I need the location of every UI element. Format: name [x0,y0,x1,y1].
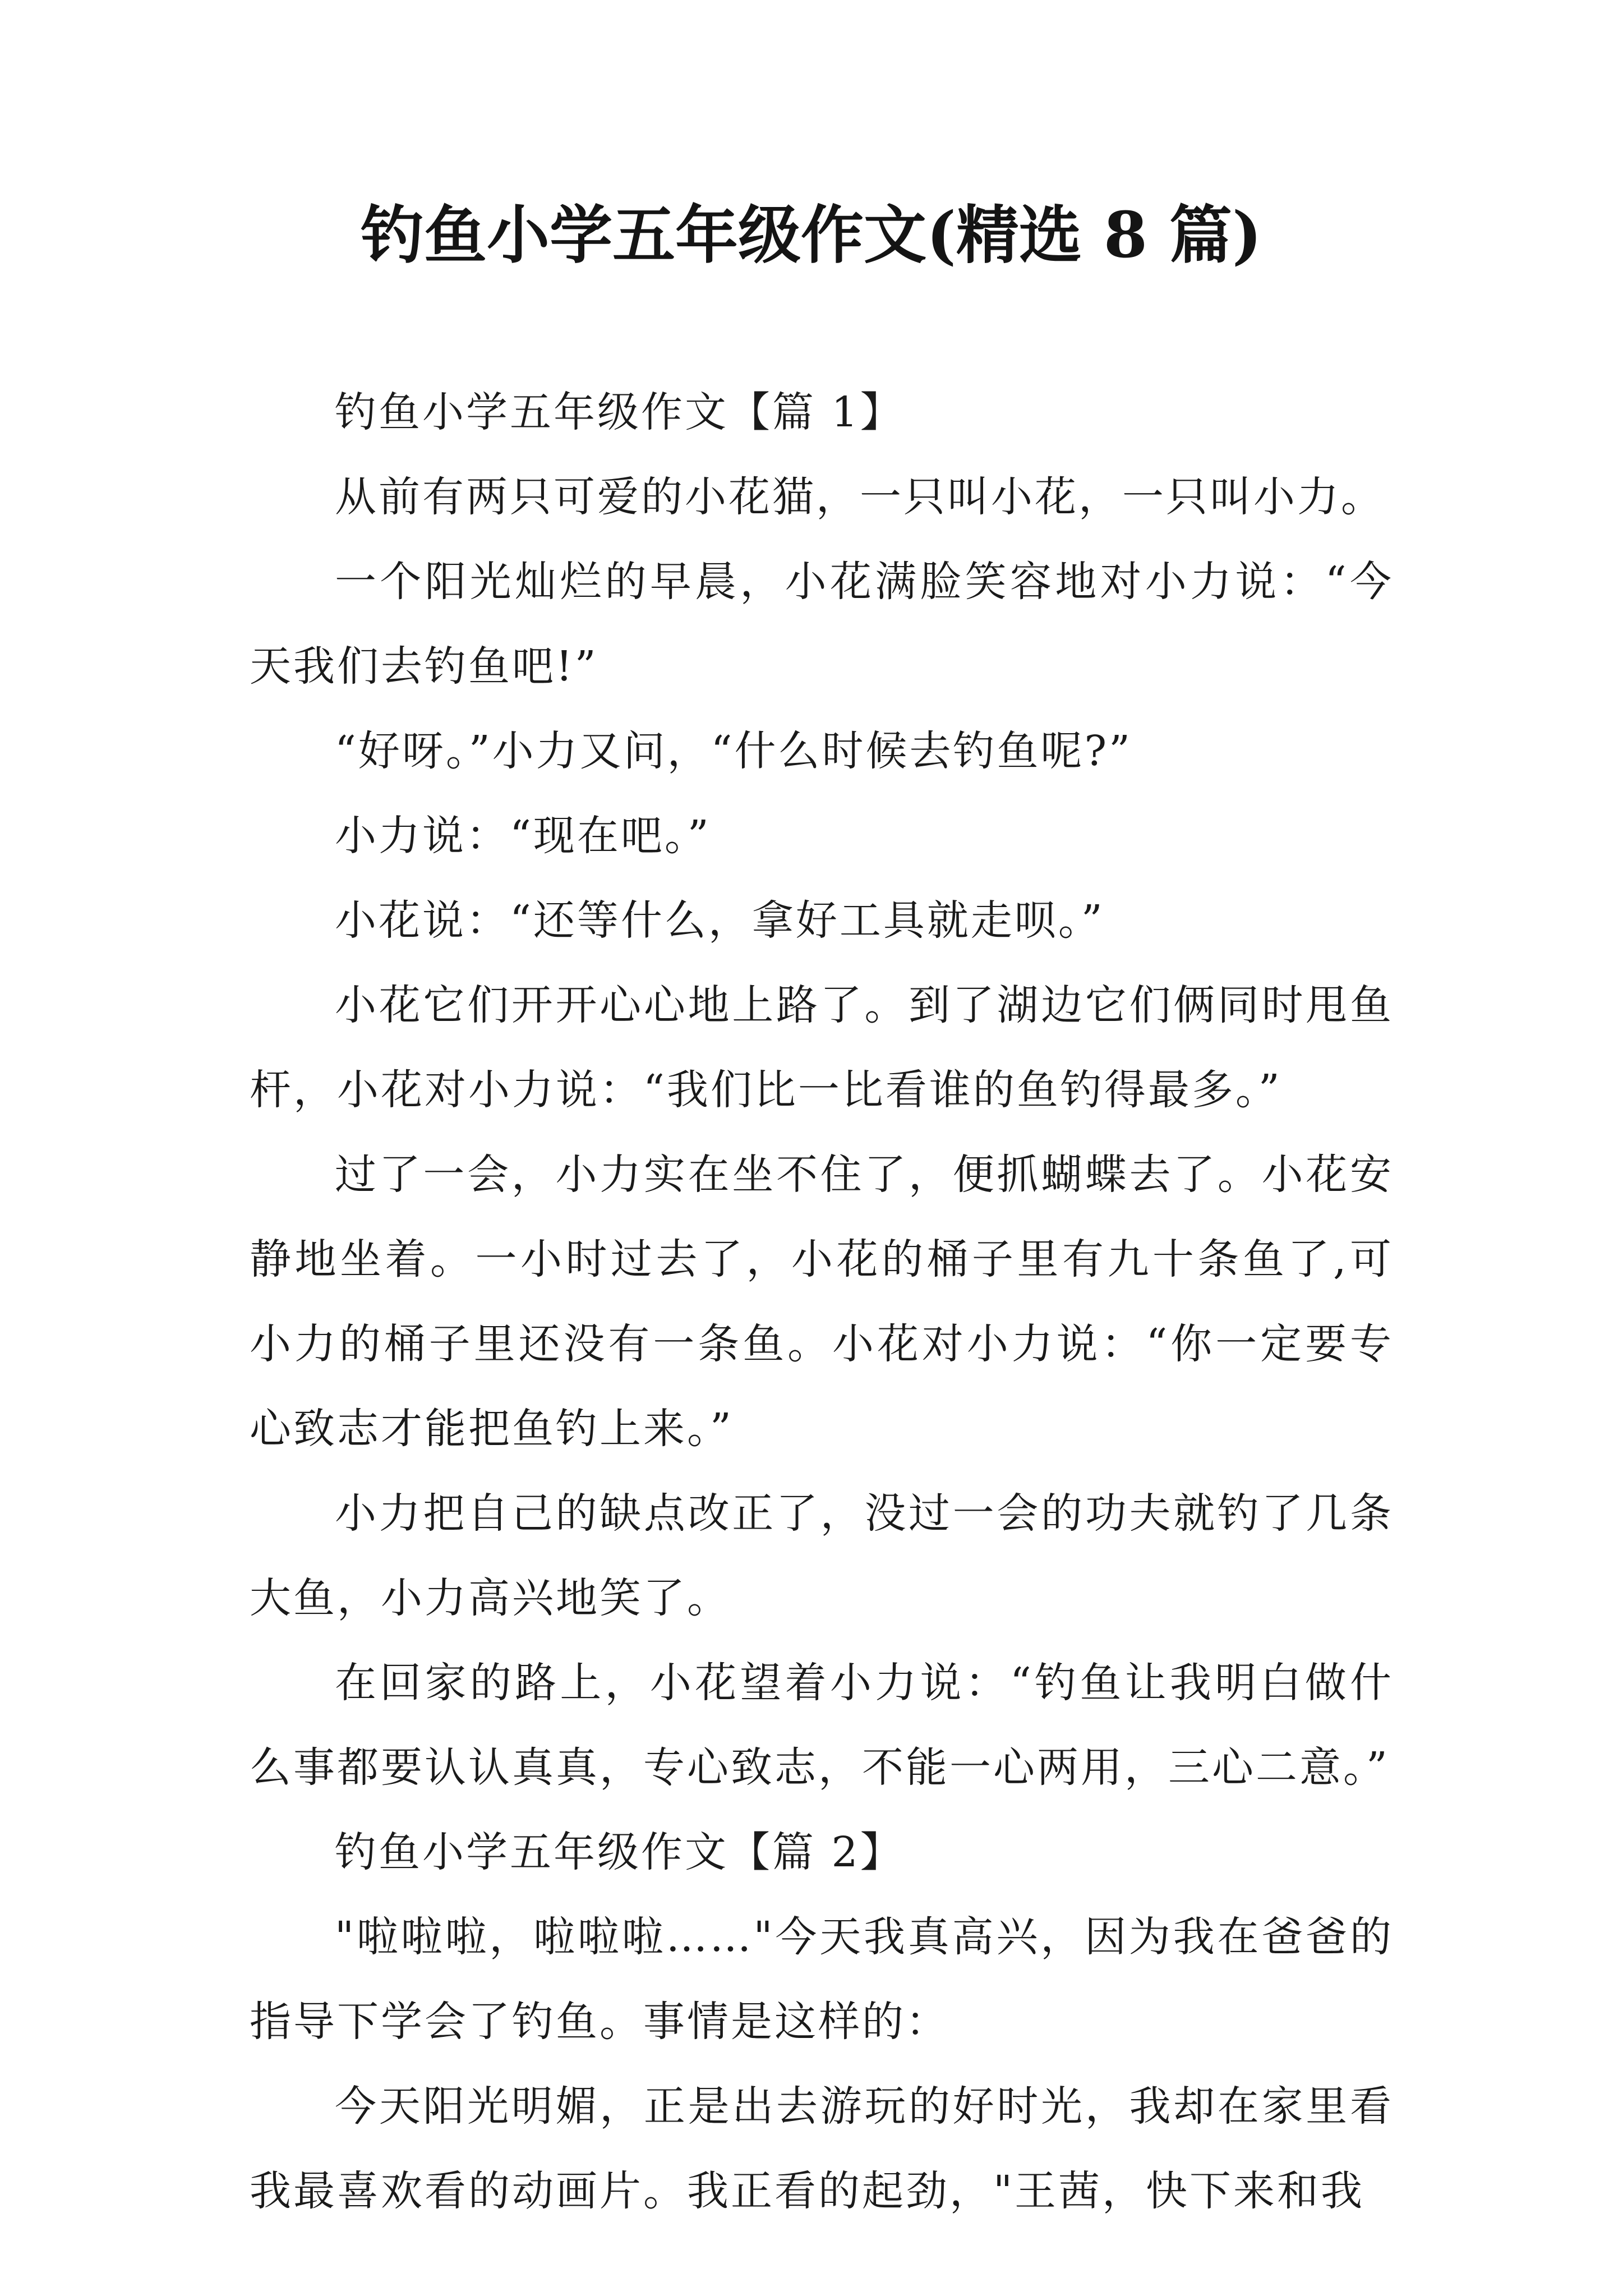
paragraph: 过了一会，小力实在坐不住了，便抓蝴蝶去了。小花安静地坐着。一小时过去了，小花的桶子里有九十条鱼了,可小力的桶子里还没有一条鱼。小花对小力说：“你一定要专心致志才能把鱼钓上来。” [250,1151,1394,1453]
document-body [250,370,1394,2234]
paragraph: 小力把自己的缺点改正了，没过一会的功夫就钓了几条大鱼，小力高兴地笑了。 [250,1489,1394,1622]
document-title: 钓鱼小学五年级作文(精选 8 篇) [361,199,1262,272]
paragraph: 小力说：“现在吧。” [335,812,711,860]
paragraph: 在回家的路上，小花望着小力说：“钓鱼让我明白做什么事都要认认真真，专心致志，不能一心两用，三心二意。” [250,1659,1394,1792]
paragraph: 今天阳光明媚，正是出去游玩的好时光，我却在家里看我最喜欢看的动画片。我正看的起劲，"王茜，快下来和我 [250,2082,1394,2215]
paragraph: “好呀。”小力又问，“什么时候去钓鱼呢?” [335,727,1132,775]
section-heading: 钓鱼小学五年级作文【篇 1】 [335,388,904,436]
paragraph: 从前有两只可爱的小花猫，一只叫小花，一只叫小力。 [335,473,1385,521]
paragraph: 小花说：“还等什么，拿好工具就走呗。” [335,896,1105,945]
section-heading: 钓鱼小学五年级作文【篇 2】 [335,1828,904,1876]
paragraph: 小花它们开开心心地上路了。到了湖边它们俩同时甩鱼杆，小花对小力说：“我们比一比看谁的鱼钓得最多。” [250,981,1394,1114]
paragraph: "啦啦啦，啦啦啦……"今天我真高兴，因为我在爸爸的指导下学会了钓鱼。事情是这样的： [250,1913,1394,2046]
paragraph: 一个阳光灿烂的早晨，小花满脸笑容地对小力说：“今天我们去钓鱼吧!” [250,558,1394,691]
